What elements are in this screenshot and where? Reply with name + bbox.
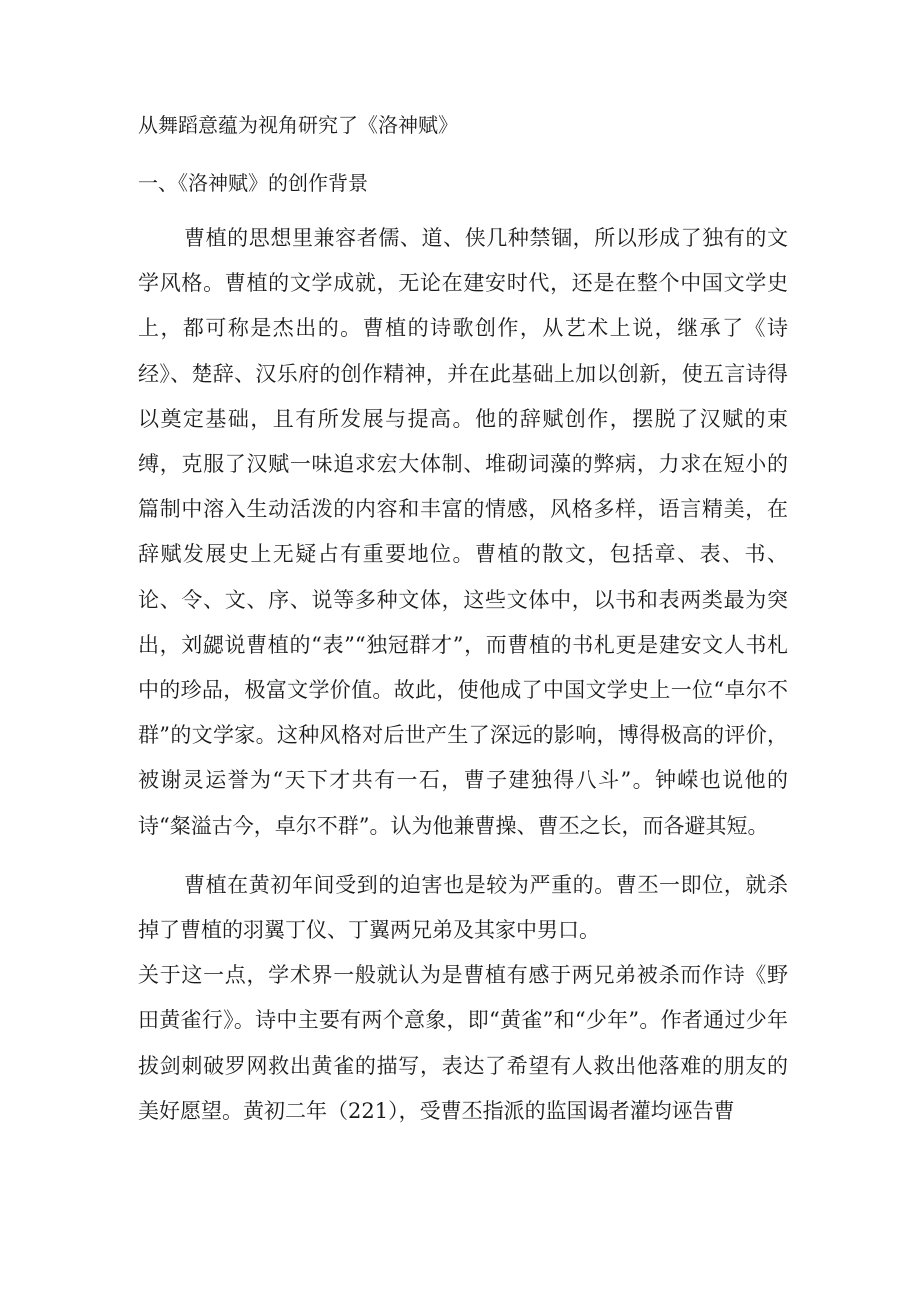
document-body <box>138 112 788 1134</box>
paragraph-1: 曹植的思想里兼容者儒、道、侠几种禁锢，所以形成了独有的文学风格。曹植的文学成就，无论在建安时代，还是在整个中国文学史上，都可称是杰出的。曹植的诗歌创作，从艺术上说，继承了《诗经》、楚辞、汉乐府的创作精神，并在此基础上加以创新，使五言诗得以奠定基础，且有所发展与提高。他的辞赋创作，摆脱了汉赋的束缚，克服了汉赋一味追求宏大体制、堆砌词藻的弊病，力求在短小的篇制中溶入生动活泼的内容和丰富的情感，风格多样，语言精美，在辞赋发展史上无疑占有重要地位。曹植的散文，包括章、表、书、论、令、文、序、说等多种文体，这些文体中，以书和表两类最为突出，刘勰说曹植的“表”“独冠群才”，而曹植的书札更是建安文人书札中的珍品，极富文学价值。故此，使他成了中国文学史上一位“卓尔不群”的文学家。这种风格对后世产生了深远的影响，博得极高的评价，被谢灵运誉为“天下才共有一石，曹子建独得八斗”。钟嵘也说他的诗“粲溢古今，卓尔不群”。认为他兼曹操、曹丕之长，而各避其短。 <box>138 226 788 838</box>
paragraph-3: 关于这一点，学术界一般就认为是曹植有感于两兄弟被杀而作诗《野田黄雀行》。诗中主要有两个意象，即“黄雀”和“少年”。作者通过少年拔剑刺破罗网救出黄雀的描写，表达了希望有人救出他落难的朋友的美好愿望。黄初二年（221），受曹丕指派的监国谒者灌均诬告曹 <box>138 963 788 1123</box>
paragraph-2: 曹植在黄初年间受到的迫害也是较为严重的。曹丕一即位，就杀掉了曹植的羽翼丁仪、丁翼两兄弟及其家中男口。 <box>138 872 788 943</box>
document-title-line: 从舞蹈意蕴为视角研究了《洛神赋》 <box>138 113 458 137</box>
section-heading: 一、《洛神赋》的创作背景 <box>138 171 368 195</box>
